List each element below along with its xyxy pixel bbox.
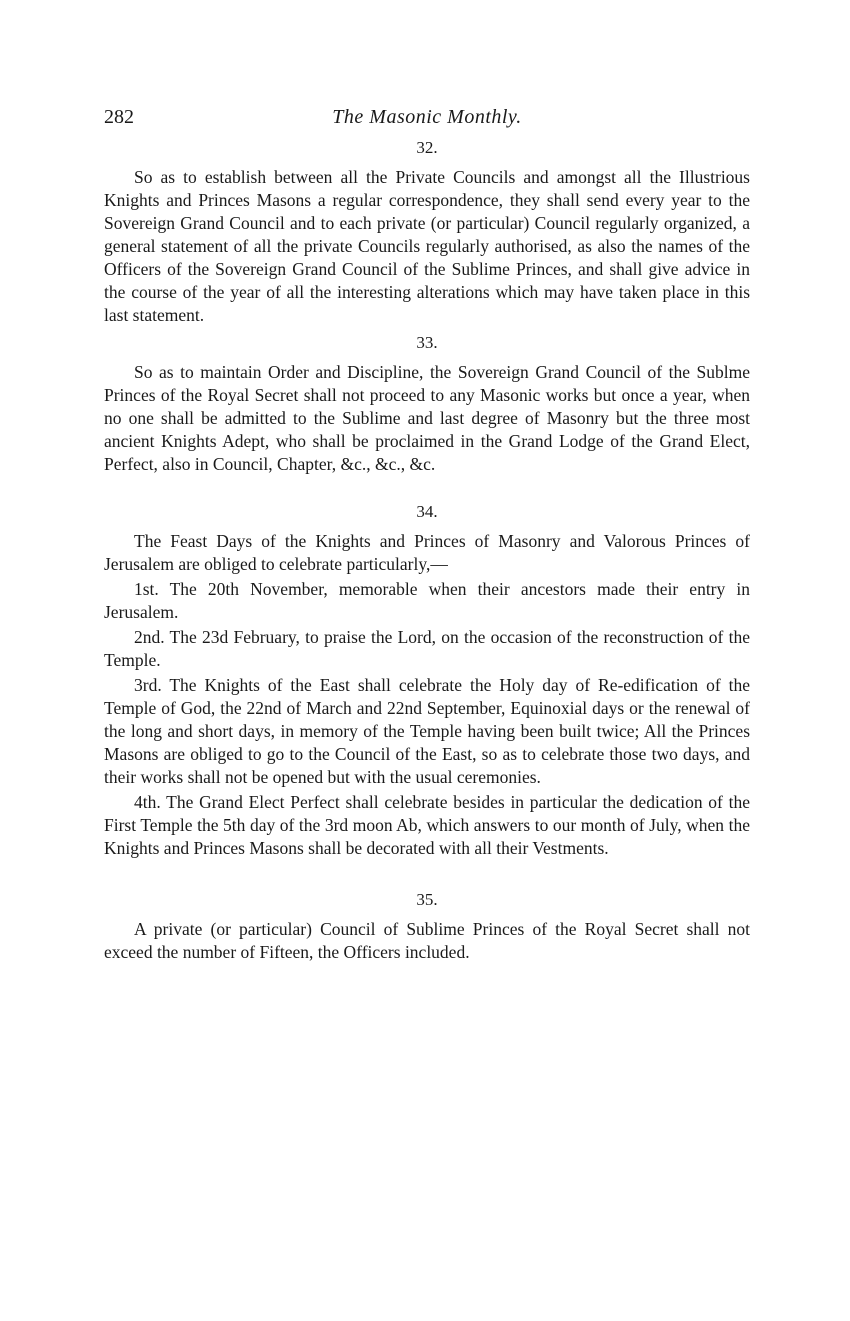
page	[104, 104, 750, 970]
paragraph: 4th. The Grand Elect Perfect shall celebrate besides in particular the dedication of the First Temple the 5th day of the 3rd moon Ab, which answers to our month of July, when the Knights and Princes Masons shall be decorated with all their Vestments.	[104, 792, 750, 858]
article-33	[104, 333, 750, 476]
section-number: 34.	[416, 502, 438, 521]
paragraph: So as to maintain Order and Discipline, the Sovereign Grand Council of the Sublme Princes of the Royal Secret shall not proceed to any Masonic works but once a year, when no one shall be admitted to the Sublime and last degree of Masonry but the three most ancient Knights Adept, who shall be proclaimed in the Grand Lodge of the Grand Elect, Perfect, also in Council, Chapter, &c., &c., &c.	[104, 362, 750, 474]
article-34	[104, 502, 750, 860]
paragraph: A private (or particular) Council of Sublime Princes of the Royal Secret shall not exceed the number of Fifteen, the Officers included.	[104, 919, 750, 962]
running-head	[104, 104, 750, 138]
page-number: 282	[104, 106, 134, 128]
section-number: 32.	[416, 138, 438, 157]
paragraph: The Feast Days of the Knights and Princes of Masonry and Valorous Princes of Jerusalem are obliged to celebrate particularly,—	[104, 531, 750, 574]
section-number: 35.	[416, 890, 438, 909]
paragraph: So as to establish between all the Private Councils and amongst all the Illustrious Knights and Princes Masons a regular correspondence, they shall send every year to the Sovereign Grand Council and to each private (or particular) Council regularly organized, a general statement of all the private Councils regularly authorised, as also the names of the Officers of the Sovereign Grand Council of the Sublime Princes, and shall give advice in the course of the year of all the interesting alterations which may have taken place in this last statement.	[104, 167, 750, 325]
paragraph: 2nd. The 23d February, to praise the Lord, on the occasion of the reconstruction of the Temple.	[104, 627, 750, 670]
article-35	[104, 890, 750, 964]
journal-title: The Masonic Monthly.	[332, 106, 522, 128]
paragraph: 3rd. The Knights of the East shall celebrate the Holy day of Re-edification of the Temple of God, the 22nd of March and 22nd September, Equinoxial days or the renewal of the long and short days, in memory of the Temple having been built twice; All the Princes Masons are obliged to go to the Council of the East, so as to celebrate those two days, and their works shall not be opened but with the usual ceremonies.	[104, 675, 750, 787]
article-32	[104, 138, 750, 327]
section-number: 33.	[416, 333, 438, 352]
paragraph: 1st. The 20th November, memorable when their ancestors made their entry in Jerusalem.	[104, 579, 750, 622]
